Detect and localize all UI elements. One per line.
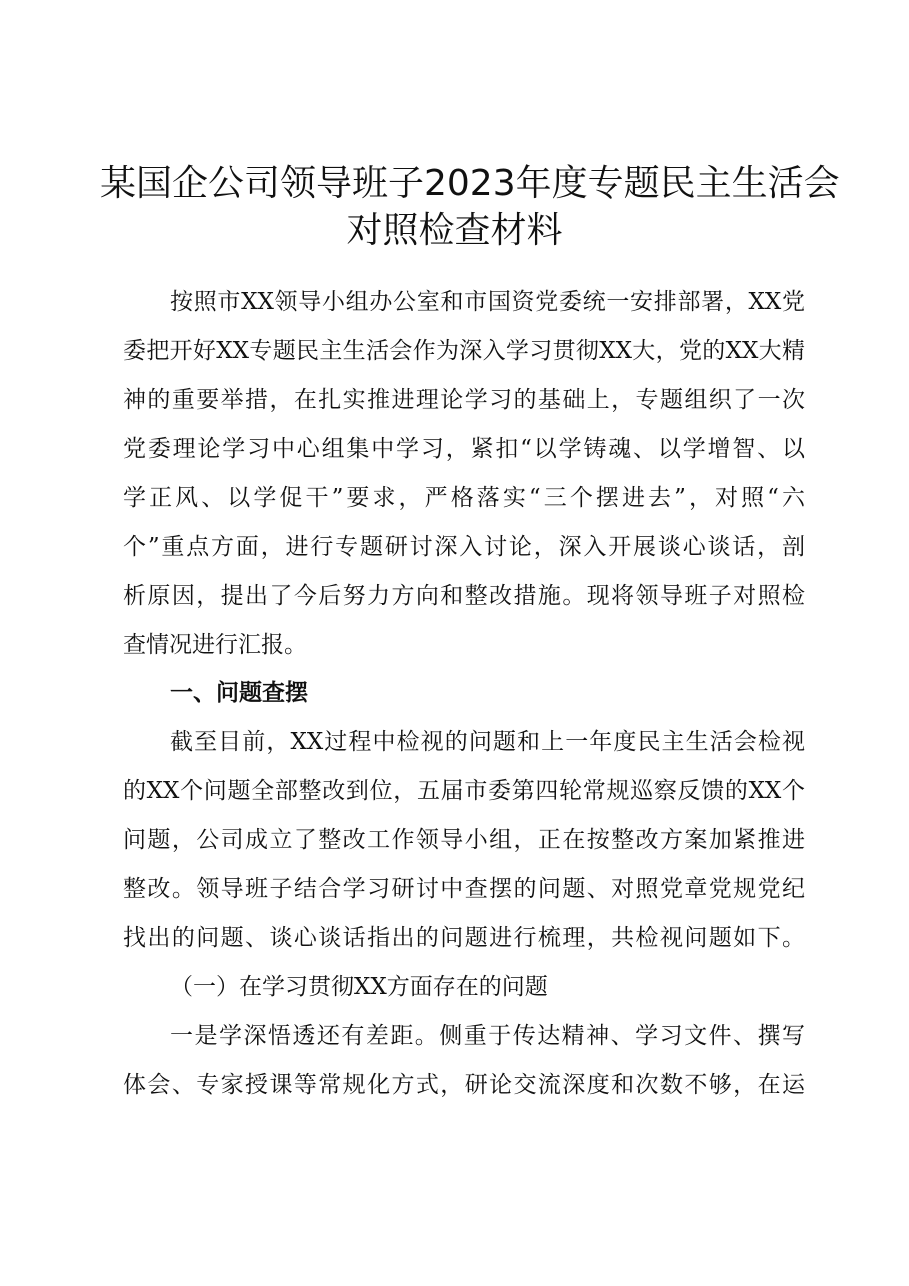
paragraph-line: 党委理论学习中心组集中学习，紧扣“以学铸魂、以学增智、以	[123, 436, 805, 462]
paragraph-line: 神的重要举措，在扎实推进理论学习的基础上，专题组织了一次	[123, 387, 805, 413]
paragraph-line: 查情况进行汇报。	[123, 632, 307, 658]
paragraph-line: 截至目前，XX过程中检视的问题和上一年度民主生活会检视	[170, 729, 805, 755]
section-heading: 一、问题查摆	[170, 680, 308, 706]
paragraph-line: 一是学深悟透还有差距。侧重于传达精神、学习文件、撰写	[170, 1023, 805, 1049]
subsection-heading: （一）在学习贯彻XX方面存在的问题	[170, 974, 548, 1000]
document-title-line-2: 对照检查材料	[346, 210, 563, 251]
paragraph-line: 的XX个问题全部整改到位，五届市委第四轮常规巡察反馈的XX个	[123, 778, 805, 804]
paragraph-line: 整改。领导班子结合学习研讨中查摆的问题、对照党章党规党纪	[123, 876, 805, 902]
paragraph-line: 析原因，提出了今后努力方向和整改措施。现将领导班子对照检	[123, 583, 805, 609]
paragraph-line: 委把开好XX专题民主生活会作为深入学习贯彻XX大，党的XX大精	[123, 338, 805, 364]
paragraph-line: 学正风、以学促干”要求，严格落实“三个摆进去”，对照“六	[123, 485, 805, 511]
document-title-line-1: 某国企公司领导班子2023年度专题民主生活会	[100, 163, 840, 204]
paragraph-line: 问题，公司成立了整改工作领导小组，正在按整改方案加紧推进	[123, 827, 805, 853]
paragraph-line: 体会、专家授课等常规化方式，研论交流深度和次数不够，在运	[123, 1072, 805, 1098]
paragraph-line: 按照市XX领导小组办公室和市国资党委统一安排部署，XX党	[170, 289, 805, 315]
paragraph-line: 个”重点方面，进行专题研讨深入讨论，深入开展谈心谈话，剖	[123, 534, 805, 560]
paragraph-line: 找出的问题、谈心谈话指出的问题进行梳理，共检视问题如下。	[123, 925, 805, 951]
